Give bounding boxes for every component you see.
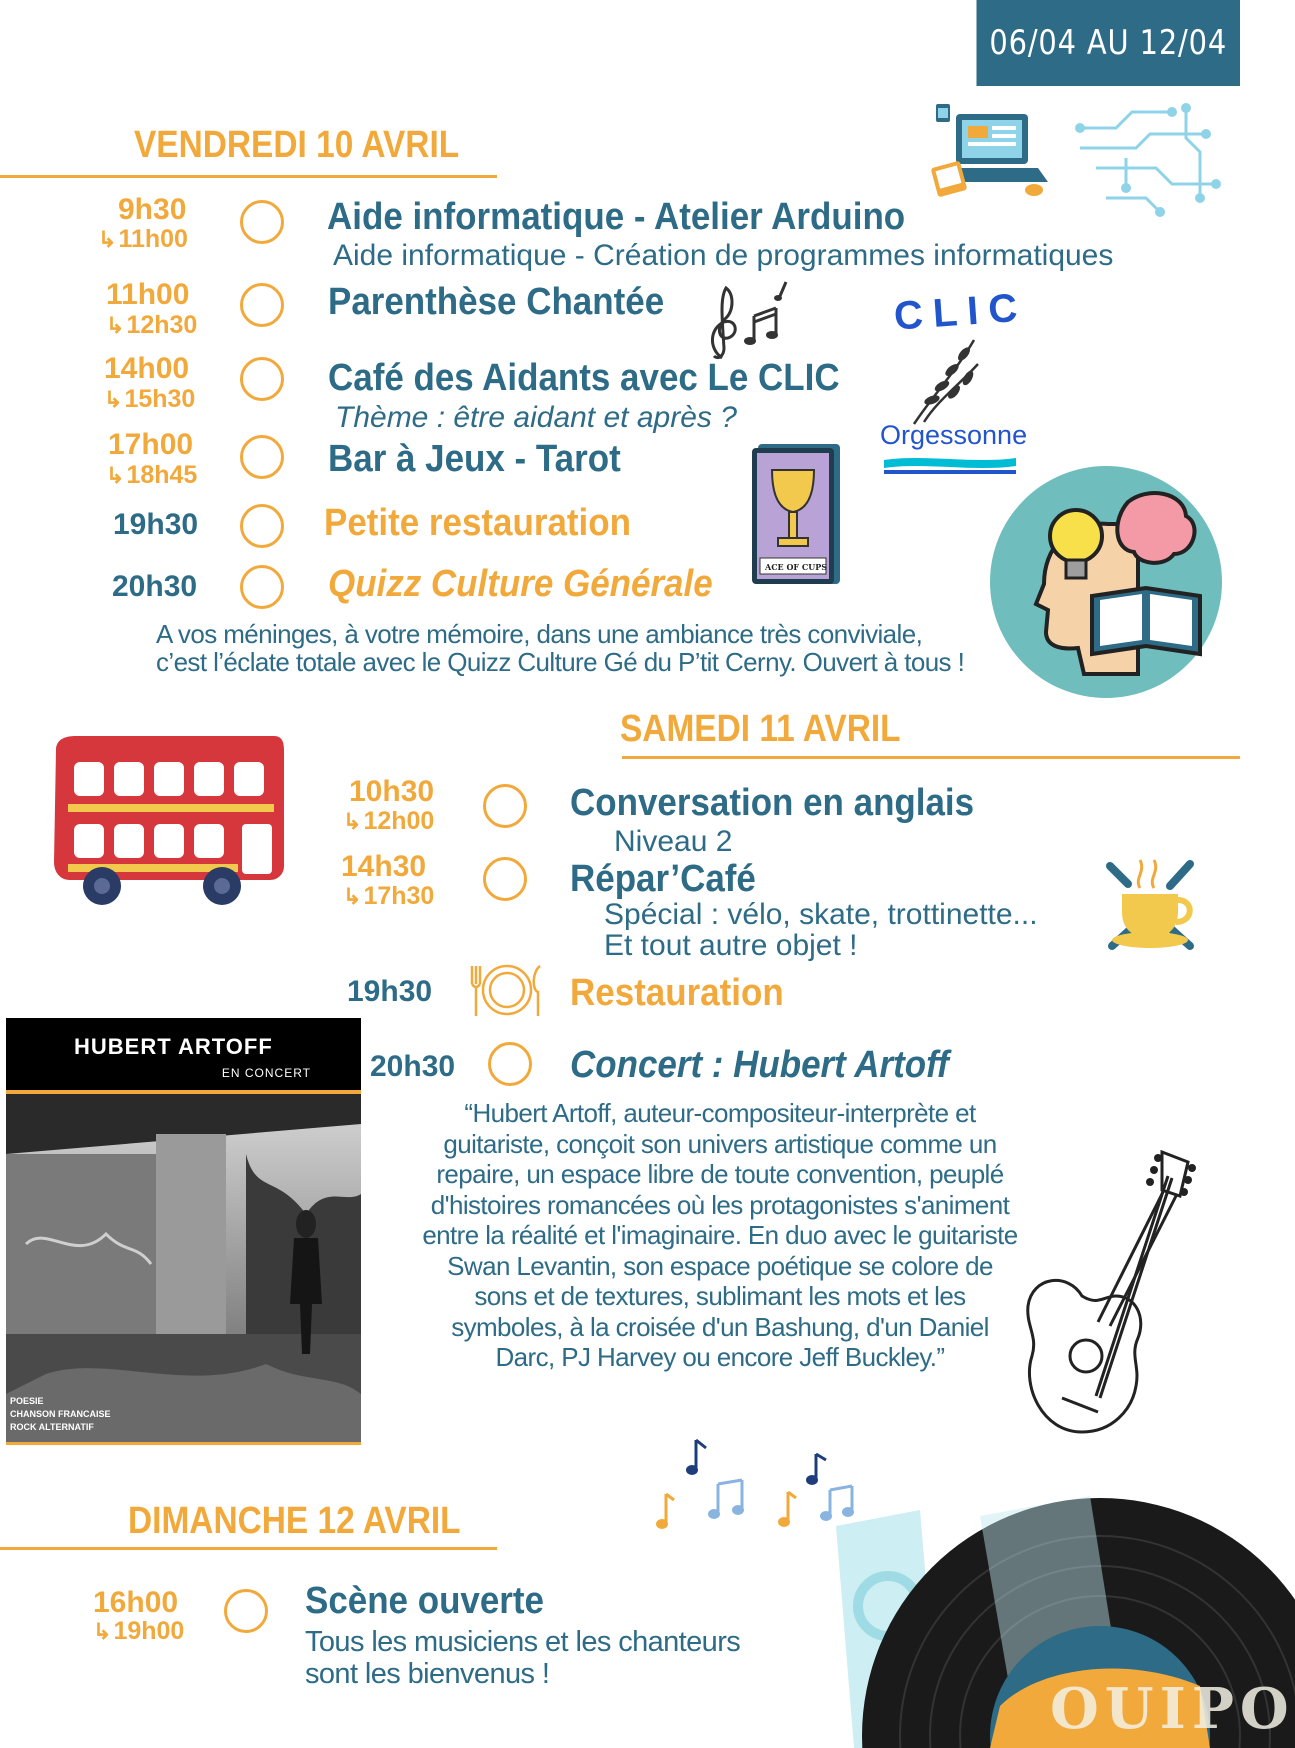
concert-description	[400, 1098, 1040, 1373]
event-title: Aide informatique - Atelier Arduino	[327, 196, 906, 238]
wheat-icon	[904, 334, 984, 426]
event-subtitle: Et tout autre objet !	[604, 929, 858, 962]
event-end-time: ↳ 18h45	[106, 461, 197, 490]
event-circle-marker	[240, 357, 284, 401]
event-subtitle: Aide informatique - Création de programmes informatiques	[333, 239, 1114, 272]
poster-genre-tags	[10, 1395, 111, 1434]
clic-logo-subtitle: Orgessonne	[880, 420, 1028, 450]
event-start-time: 9h30	[118, 193, 187, 226]
quizz-description	[156, 620, 976, 676]
event-title: Conversation en anglais	[570, 782, 975, 824]
bus-icon	[46, 734, 286, 906]
event-end-time: ↳ 19h00	[93, 1617, 184, 1646]
event-end-time: ↳ 12h00	[343, 807, 434, 836]
event-start-time: 11h00	[106, 278, 190, 311]
plate-cutlery-icon	[466, 962, 548, 1018]
event-circle-marker	[483, 857, 527, 901]
concert-description-line: entre la réalité et l'imaginaire. En duo avec le guitariste	[422, 1220, 1018, 1250]
concert-description-line: symboles, à la croisée d'un Bashung, d'un Daniel	[451, 1311, 989, 1342]
date-range-badge: 06/04 AU 12/04	[977, 0, 1241, 86]
event-title: Petite restauration	[324, 502, 631, 544]
event-circle-marker	[240, 435, 284, 479]
concert-poster	[6, 1018, 361, 1445]
event-circle-marker	[488, 1042, 532, 1086]
day-heading-saturday: SAMEDI 11 AVRIL	[620, 708, 901, 750]
circuit-icon	[1076, 98, 1224, 220]
event-start-time: 10h30	[349, 775, 435, 808]
concert-description-line: repaire, un espace libre de toute convention, peuplé	[436, 1159, 1004, 1189]
concert-description-line: “Hubert Artoff, auteur-compositeur-interprète et	[464, 1098, 976, 1128]
event-end-time: ↳ 12h30	[106, 311, 197, 340]
event-title: Bar à Jeux - Tarot	[328, 438, 621, 480]
poster-subtitle: EN CONCERT	[221, 1066, 311, 1080]
poster-genre-tag: CHANSON FRANCAISE	[10, 1409, 111, 1419]
concert-description-line: Swan Levantin, son espace poétique se colore de	[447, 1250, 993, 1281]
event-title: Restauration	[570, 972, 784, 1014]
event-title: Café des Aidants avec Le CLIC	[328, 357, 840, 399]
event-subtitle: Niveau 2	[614, 825, 733, 858]
event-start-time: 14h00	[104, 352, 190, 385]
concert-description-line: sons et de textures, sublimant les mots et les	[474, 1281, 966, 1311]
guitar-icon	[1012, 1146, 1198, 1438]
event-title: Quizz Culture Générale	[328, 563, 713, 605]
day-heading-sunday: DIMANCHE 12 AVRIL	[128, 1500, 461, 1542]
concert-description-line: d'histoires romancées où les protagonistes s'animent	[430, 1189, 1010, 1220]
event-end-time: ↳ 11h00	[98, 225, 188, 254]
poster-genre-tag: POESIE	[10, 1396, 44, 1406]
event-title: Scène ouverte	[305, 1580, 545, 1622]
sunday-divider	[0, 1547, 497, 1550]
event-start-time: 14h30	[341, 850, 427, 883]
event-subtitle: Spécial : vélo, skate, trottinette...	[604, 898, 1038, 931]
event-title: Concert : Hubert Artoff	[570, 1044, 949, 1086]
event-title: Parenthèse Chantée	[328, 281, 665, 323]
event-circle-marker	[240, 200, 284, 244]
event-circle-marker	[240, 504, 284, 548]
event-start-time: 16h00	[93, 1586, 179, 1619]
vinyl-label-text: OUIPO	[1050, 1676, 1295, 1742]
laptop-icon	[926, 102, 1056, 202]
concert-description-line: guitariste, conçoit son univers artistique comme un	[443, 1128, 997, 1159]
event-circle-marker	[240, 565, 284, 609]
day-heading-friday: VENDREDI 10 AVRIL	[134, 124, 460, 166]
tarot-card-label: ACE OF CUPS	[764, 562, 828, 572]
event-start-time: 20h30	[112, 570, 198, 603]
event-circle-marker	[483, 784, 527, 828]
event-circle-marker	[224, 1589, 268, 1633]
quizz-description-line: A vos méninges, à votre mémoire, dans une ambiance très conviviale,	[156, 619, 923, 649]
event-start-time: 19h30	[113, 508, 199, 541]
event-description-line: Tous les musiciens et les chanteurs	[305, 1626, 741, 1658]
event-start-time: 19h30	[347, 975, 433, 1008]
knowledge-head-icon	[988, 464, 1224, 700]
clic-logo-text: CLIC	[892, 285, 1029, 339]
poster-photo	[6, 1094, 361, 1442]
event-start-time: 20h30	[370, 1050, 456, 1083]
event-description-line: sont les bienvenus !	[305, 1658, 550, 1690]
friday-divider	[0, 175, 497, 178]
repair-cafe-icon	[1104, 850, 1200, 958]
event-subtitle: Thème : être aidant et après ?	[335, 401, 737, 434]
event-end-time: ↳ 17h30	[343, 882, 434, 911]
sunday-event-description	[305, 1626, 825, 1690]
poster-genre-tag: ROCK ALTERNATIF	[10, 1422, 94, 1432]
event-circle-marker	[240, 283, 284, 327]
poster-header	[6, 1018, 361, 1094]
poster-artist-name: HUBERT ARTOFF	[74, 1034, 273, 1059]
saturday-divider	[622, 756, 1240, 759]
event-title: Répar’Café	[570, 858, 756, 900]
event-end-time: ↳ 15h30	[104, 385, 195, 414]
music-notes-icon	[700, 278, 796, 364]
concert-description-line: Darc, PJ Harvey ou encore Jeff Buckley.”	[495, 1342, 945, 1372]
quizz-description-line: c’est l’éclate totale avec le Quizz Culture Gé du P’tit Cerny. Ouvert à tous !	[156, 647, 965, 677]
event-start-time: 17h00	[108, 428, 194, 461]
